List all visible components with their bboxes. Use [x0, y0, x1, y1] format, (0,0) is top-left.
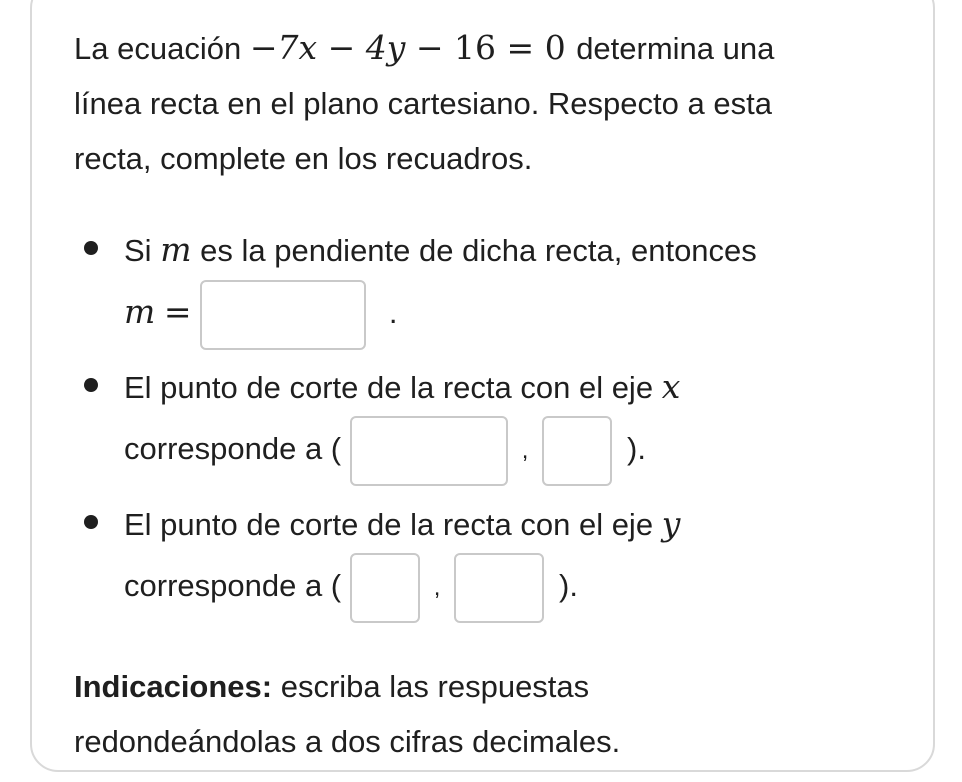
eq-equals: =	[506, 28, 535, 67]
x-intercept-line-2	[124, 414, 914, 484]
indications-text-1: escriba las respuestas	[280, 669, 590, 704]
x-intercept-y-input[interactable]	[542, 416, 612, 486]
indications-label: Indicaciones:	[74, 669, 273, 704]
eq-term-16: 16	[454, 28, 497, 67]
x-intercept-line-1	[124, 359, 914, 414]
intro-text-after: determina una	[576, 31, 775, 66]
eq-rhs: 0	[544, 28, 566, 67]
y-intercept-x-input[interactable]	[350, 553, 420, 623]
bullet-icon	[84, 378, 98, 392]
slope-equals: =	[163, 292, 192, 331]
y-intercept-line-1	[124, 496, 914, 551]
x-intercept-text: El punto de corte de la recta con el eje	[124, 370, 654, 405]
y-intercept-y-input[interactable]	[454, 553, 544, 623]
bullet-icon	[84, 515, 98, 529]
x-axis-var: x	[661, 367, 681, 406]
question-items	[74, 222, 914, 621]
list-item-slope	[74, 222, 914, 347]
intro-line-3: recta, complete en los recuadros.	[74, 141, 533, 176]
y-intercept-comma: ,	[433, 573, 441, 601]
slope-var: m	[160, 230, 192, 269]
line-equation	[250, 28, 576, 67]
list-item-y-intercept	[74, 496, 914, 621]
slope-period: .	[388, 295, 398, 330]
question-content	[74, 20, 914, 782]
slope-lhs-var: m	[124, 292, 156, 331]
slope-line-1	[124, 222, 914, 277]
y-intercept-line-2	[124, 551, 914, 621]
bullet-icon	[84, 241, 98, 255]
eq-term-7x: 7x	[277, 28, 318, 67]
x-intercept-close: ).	[627, 431, 646, 466]
list-item-x-intercept	[74, 359, 914, 484]
indications	[74, 659, 914, 769]
y-intercept-corresponde: corresponde a (	[124, 568, 342, 603]
slope-answer-input[interactable]	[200, 280, 366, 350]
eq-neg-sign: −	[249, 28, 278, 67]
indications-text-2: redondeándolas a dos cifras decimales.	[74, 724, 621, 759]
eq-term-4y: 4y	[365, 28, 406, 67]
eq-minus-2: −	[415, 28, 444, 67]
eq-minus-1: −	[327, 28, 356, 67]
slope-text-after: es la pendiente de dicha recta, entonces	[200, 233, 757, 268]
intro-text-before: La ecuación	[74, 31, 242, 66]
x-intercept-comma: ,	[521, 436, 529, 464]
x-intercept-x-input[interactable]	[350, 416, 508, 486]
intro-line-2: línea recta en el plano cartesiano. Respecto a esta	[74, 86, 772, 121]
x-intercept-corresponde: corresponde a (	[124, 431, 342, 466]
y-intercept-close: ).	[559, 568, 578, 603]
slope-line-2	[124, 277, 914, 347]
slope-text-before: Si	[124, 233, 152, 268]
y-axis-var: y	[661, 504, 681, 543]
question-intro	[74, 20, 914, 186]
y-intercept-text: El punto de corte de la recta con el eje	[124, 507, 654, 542]
